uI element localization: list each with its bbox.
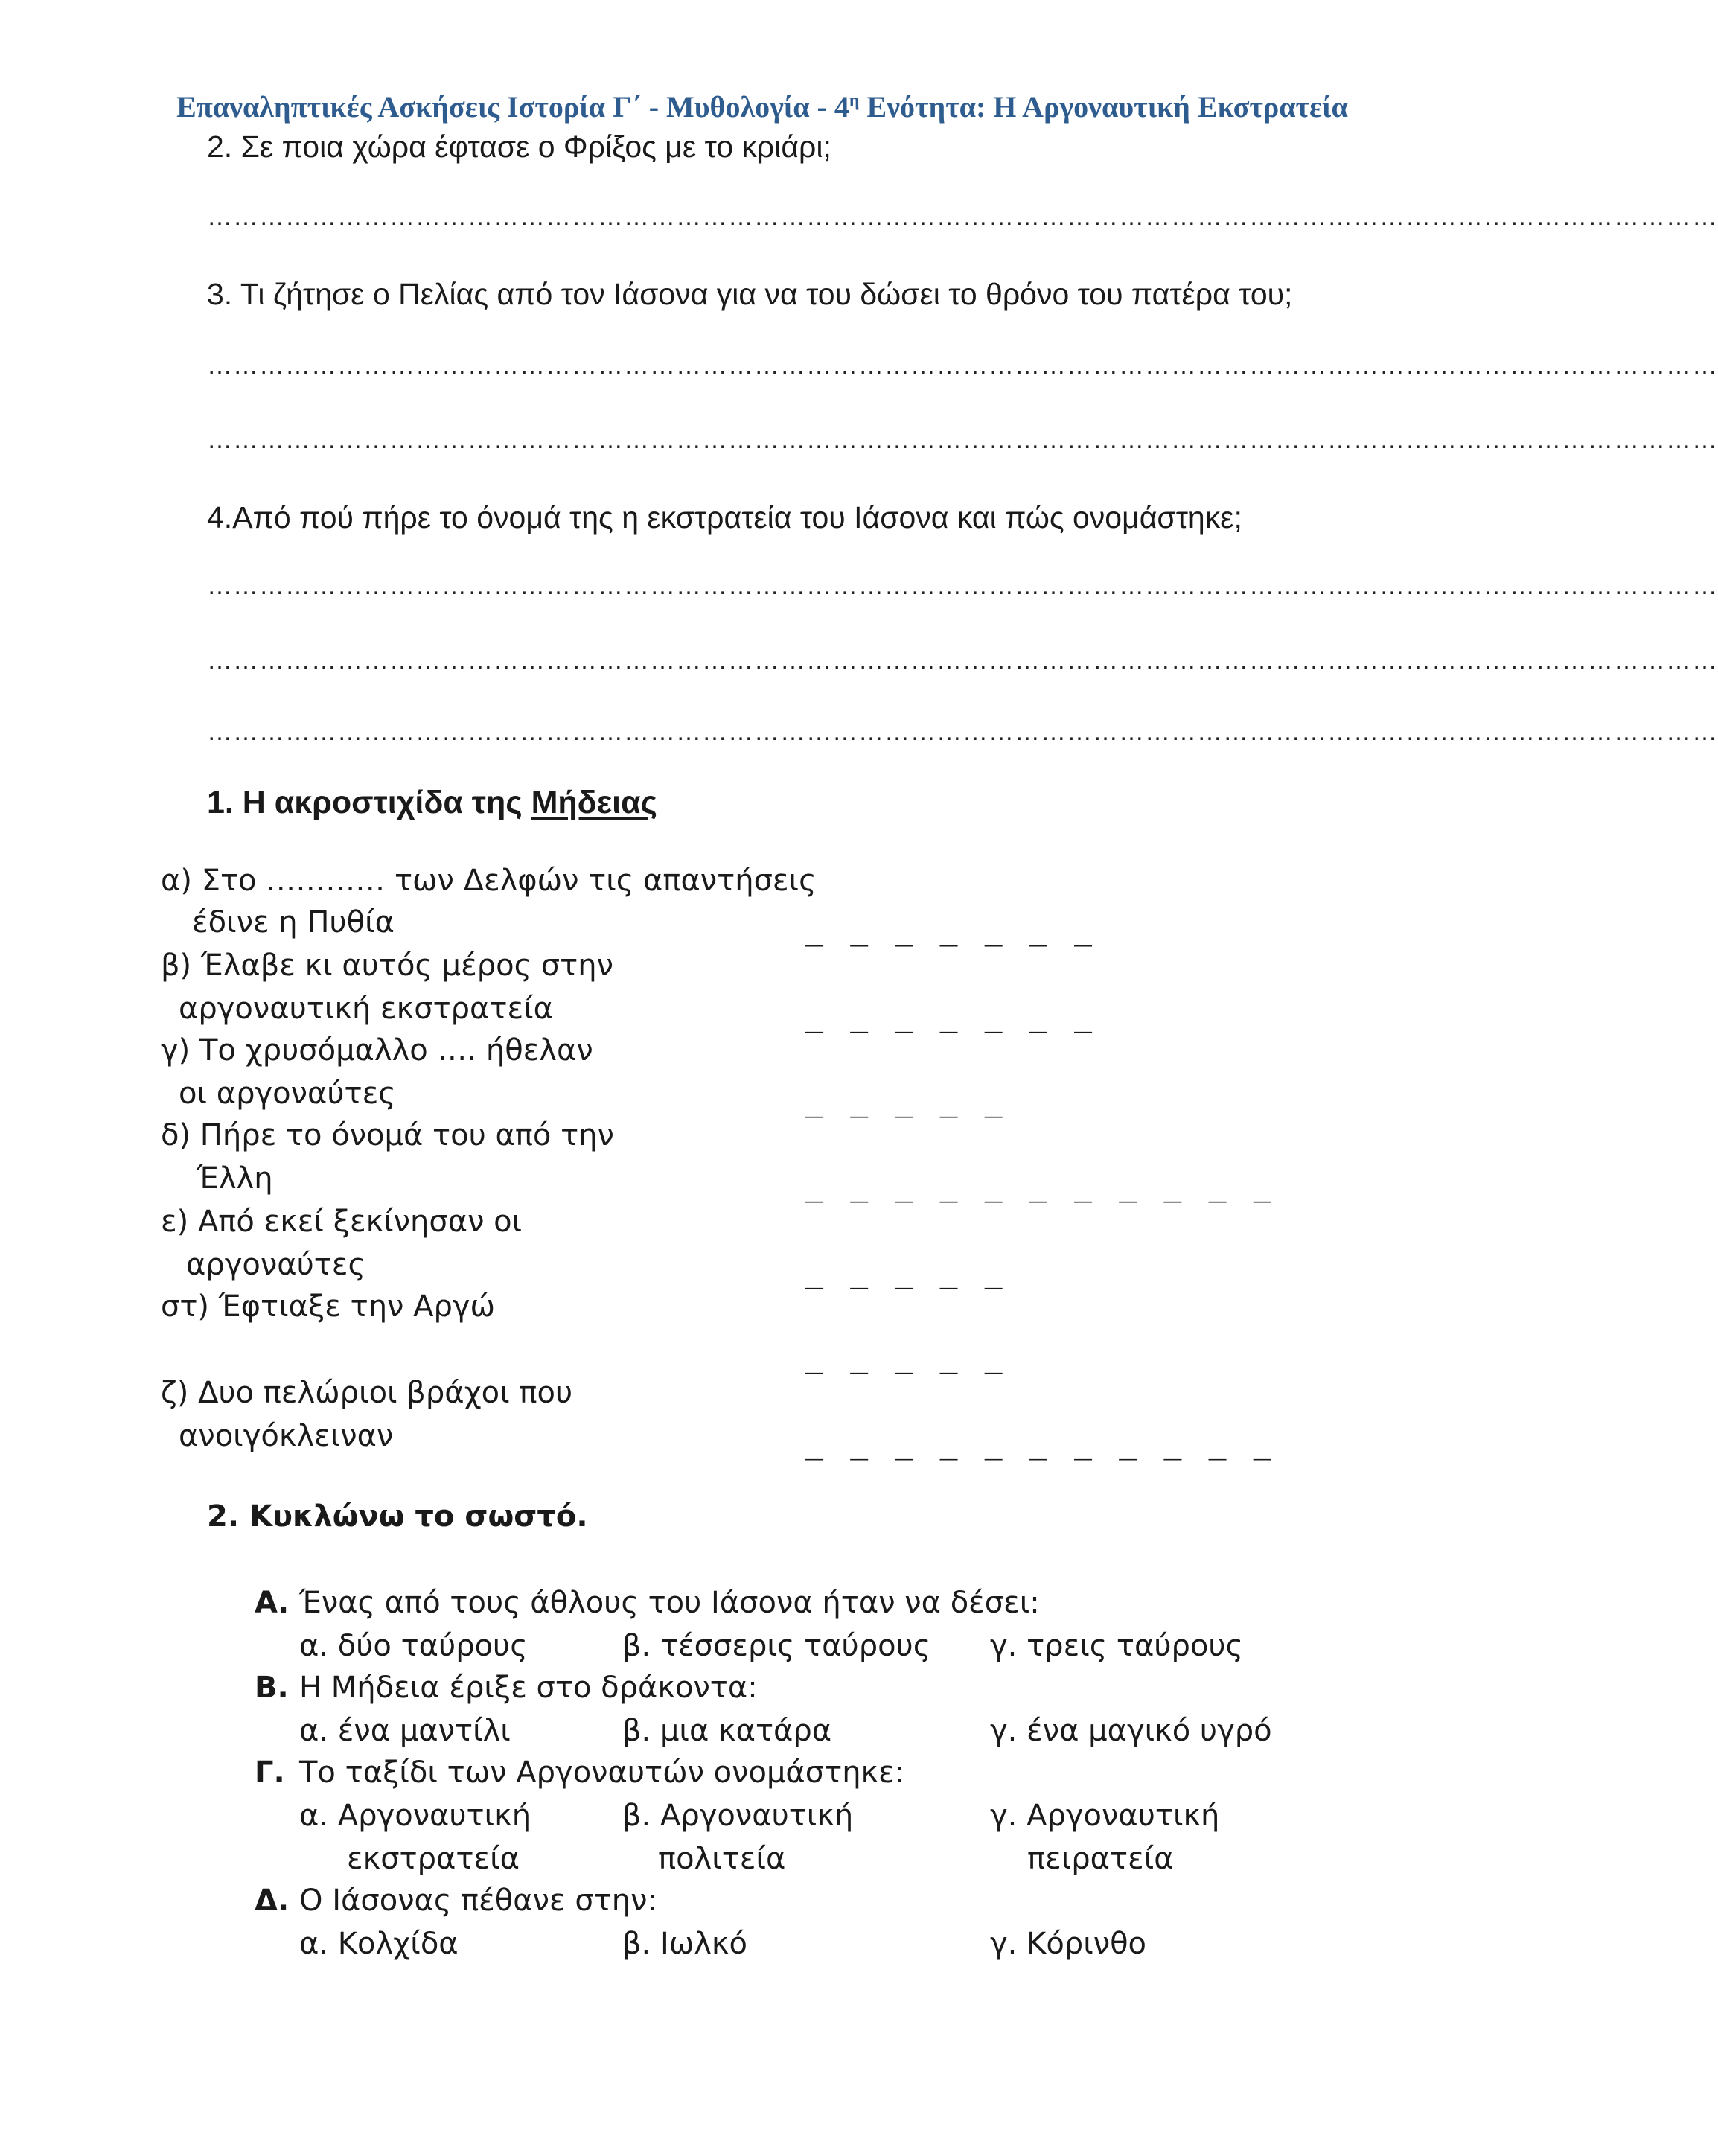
acrostic-title-prefix: 1. Η ακροστιχίδα της bbox=[207, 785, 531, 820]
header-text-end: Ενότητα: Η Αργοναυτική Εκστρατεία bbox=[859, 90, 1348, 124]
mc-c-option-a[interactable] bbox=[299, 1799, 531, 1833]
mc-c-option-a-line1: α. Αργοναυτική bbox=[299, 1799, 531, 1833]
mc-d-question: Ο Ιάσονας πέθανε στην: bbox=[299, 1884, 657, 1918]
clue-st-line1: στ) Έφτιαξε την Αργώ bbox=[161, 1289, 496, 1324]
clue-e-line2: αργοναύτες bbox=[186, 1248, 365, 1282]
clue-a-blanks[interactable]: _ _ _ _ _ _ _ bbox=[805, 913, 1097, 947]
answer-line[interactable]: ………………………………………………………………………………………………………………………………………………………… bbox=[207, 718, 1718, 746]
clue-b-line2: αργοναυτική εκστρατεία bbox=[179, 992, 554, 1026]
mc-a-option-b[interactable]: β. τέσσερις ταύρους bbox=[622, 1629, 931, 1663]
clue-d-blanks[interactable]: _ _ _ _ _ _ _ _ _ _ _ bbox=[805, 1169, 1276, 1203]
answer-line[interactable]: ………………………………………………………………………………………………………………………………………………………… bbox=[207, 202, 1718, 231]
clue-z-line2: ανοιγόκλειναν bbox=[179, 1419, 394, 1453]
mc-c-option-b[interactable] bbox=[622, 1799, 853, 1833]
clue-b-blanks[interactable]: _ _ _ _ _ _ _ bbox=[805, 999, 1097, 1033]
clue-st-blanks[interactable]: _ _ _ _ _ bbox=[805, 1340, 1007, 1374]
answer-line[interactable]: ………………………………………………………………………………………………………………………………………………………… bbox=[207, 351, 1718, 380]
mc-c-option-c-line2: πειρατεία bbox=[1027, 1842, 1174, 1876]
mc-d-option-c[interactable]: γ. Κόρινθο bbox=[990, 1927, 1147, 1961]
mc-d-option-b[interactable]: β. Ιωλκό bbox=[622, 1927, 747, 1961]
mc-b-option-c[interactable]: γ. ένα μαγικό υγρό bbox=[990, 1714, 1272, 1748]
mc-b-option-a[interactable]: α. ένα μαντίλι bbox=[299, 1714, 511, 1748]
clue-c-blanks[interactable]: _ _ _ _ _ bbox=[805, 1084, 1007, 1118]
mc-b-question: Η Μήδεια έριξε στο δράκοντα: bbox=[299, 1671, 758, 1705]
mc-c-option-a-line2: εκστρατεία bbox=[347, 1842, 520, 1876]
mc-a-label: Α. bbox=[255, 1586, 290, 1620]
answer-line[interactable]: ………………………………………………………………………………………………………………………………………………………… bbox=[207, 426, 1718, 454]
mc-c-option-b-line2: πολιτεία bbox=[658, 1842, 786, 1876]
mc-a-question: Ένας από τους άθλους του Ιάσονα ήταν να δέσει: bbox=[299, 1586, 1040, 1620]
header-superscript: η bbox=[849, 91, 860, 111]
question-4: 4.Από πού πήρε το όνομά της η εκστρατεία του Ιάσονα και πώς ονομάστηκε; bbox=[207, 500, 1242, 535]
acrostic-title-word: Μήδειας bbox=[531, 785, 657, 820]
clue-d-line2: Έλλη bbox=[197, 1161, 273, 1196]
clue-e-blanks[interactable]: _ _ _ _ _ bbox=[805, 1255, 1007, 1289]
clue-c-line2: οι αργοναύτες bbox=[179, 1077, 396, 1111]
clue-z-line1: ζ) Δυο πελώριοι βράχοι που bbox=[161, 1376, 573, 1410]
clue-d-line1: δ) Πήρε το όνομά του από την bbox=[161, 1118, 614, 1152]
mc-d-label: Δ. bbox=[255, 1884, 290, 1918]
mc-b-label: Β. bbox=[255, 1671, 289, 1705]
question-2: 2. Σε ποια χώρα έφτασε ο Φρίξος με το κριάρι; bbox=[207, 130, 831, 164]
mc-c-option-b-line1: β. Αργοναυτική bbox=[622, 1799, 854, 1833]
clue-c-line1: γ) Το χρυσόμαλλο …. ήθελαν bbox=[161, 1033, 593, 1068]
header-text: Επαναληπτικές Ασκήσεις Ιστορία Γ΄ - Μυθολογία - 4 bbox=[176, 90, 849, 124]
mc-c-option-c-line1: γ. Αργοναυτική bbox=[990, 1799, 1220, 1833]
mc-c-label: Γ. bbox=[255, 1755, 285, 1790]
mc-a-option-c[interactable]: γ. τρεις ταύρους bbox=[990, 1629, 1243, 1663]
clue-z-blanks[interactable]: _ _ _ _ _ _ _ _ _ _ _ bbox=[805, 1426, 1276, 1461]
question-3: 3. Τι ζήτησε ο Πελίας από τον Ιάσονα για να του δώσει το θρόνο του πατέρα του; bbox=[207, 277, 1293, 311]
answer-line[interactable]: ………………………………………………………………………………………………………………………………………………………… bbox=[207, 646, 1718, 674]
answer-line[interactable]: ………………………………………………………………………………………………………………………………………………………… bbox=[207, 572, 1718, 600]
mc-c-option-c[interactable] bbox=[990, 1799, 1219, 1833]
mc-a-option-a[interactable]: α. δύο ταύρους bbox=[299, 1629, 528, 1663]
acrostic-title bbox=[207, 785, 657, 821]
clue-e-line1: ε) Από εκεί ξεκίνησαν οι bbox=[161, 1205, 523, 1239]
clue-a-line1: α) Στο ………… των Δελφών τις απαντήσεις bbox=[161, 864, 817, 898]
mc-c-question: Το ταξίδι των Αργοναυτών ονομάστηκε: bbox=[299, 1755, 905, 1790]
page-header bbox=[0, 89, 1524, 124]
clue-a-line2: έδινε η Πυθία bbox=[192, 905, 395, 940]
clue-b-line1: β) Έλαβε κι αυτός μέρος στην bbox=[161, 948, 613, 983]
mc-d-option-a[interactable]: α. Κολχίδα bbox=[299, 1927, 459, 1961]
multiple-choice-title: 2. Κυκλώνω το σωστό. bbox=[207, 1499, 588, 1534]
mc-b-option-b[interactable]: β. μια κατάρα bbox=[622, 1714, 832, 1748]
